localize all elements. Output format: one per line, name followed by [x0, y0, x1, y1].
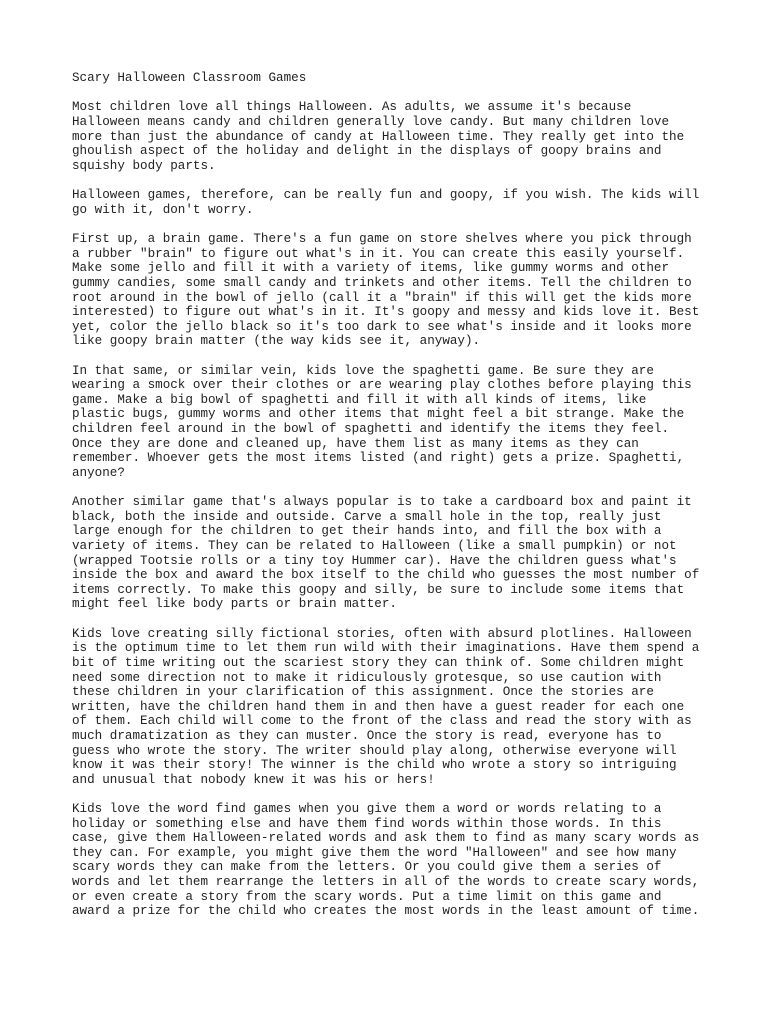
text-line: Once they are done and cleaned up, have them list as many items as they can [72, 436, 639, 451]
text-line: much dramatization as they can muster. Once the story is read, everyone has to [72, 728, 662, 743]
text-line: Another similar game that's always popular is to take a cardboard box and paint it [72, 495, 692, 510]
text-line: and unusual that nobody knew it was his or hers! [72, 772, 435, 787]
text-line: In that same, or similar vein, kids love the spaghetti game. Be sure they are [72, 363, 654, 378]
paragraph [72, 100, 702, 173]
text-line: remember. Whoever gets the most items listed (and right) gets a prize. Spaghetti, [72, 451, 685, 466]
text-line: or even create a story from the scary words. Put a time limit on this game and [72, 889, 662, 904]
text-line: of them. Each child will come to the front of the class and read the story with as [72, 714, 692, 729]
text-line: written, have the children hand them in and then have a guest reader for each one [72, 699, 685, 714]
text-line: these children in your clarification of this assignment. Once the stories are [72, 685, 654, 700]
paragraph [72, 802, 702, 919]
text-line: variety of items. They can be related to Halloween (like a small pumpkin) or not [72, 539, 677, 554]
text-line: more than just the abundance of candy at Halloween time. They really get into the [72, 129, 685, 144]
text-line: gummy candies, some small candy and trinkets and other items. Tell the children to [72, 275, 692, 290]
paragraph [72, 495, 702, 612]
text-line: need some direction not to make it ridiculously grotesque, so use caution with [72, 670, 662, 685]
document-title: Scary Halloween Classroom Games [72, 71, 307, 85]
text-line: a rubber "brain" to figure out what's in it. You can create this easily yourself. [72, 246, 685, 261]
text-line: scary words they can make from the letters. Or you could give them a series of [72, 860, 662, 875]
text-line: game. Make a big bowl of spaghetti and fill it with all kinds of items, like [72, 392, 647, 407]
text-line: go with it, don't worry. [72, 202, 254, 217]
text-line: might feel like body parts or brain matter. [72, 597, 397, 612]
text-line: words and let them rearrange the letters in all of the words to create scary words, [72, 875, 700, 890]
text-line: large enough for the children to get their hands into, and fill the box with a [72, 524, 662, 539]
text-line: squishy body parts. [72, 158, 216, 173]
text-line: items correctly. To make this goopy and silly, be sure to include some items that [72, 582, 685, 597]
text-line: know it was their story! The winner is the child who wrote a story so intriguing [72, 758, 677, 773]
text-line: Most children love all things Halloween. As adults, we assume it's because [72, 100, 632, 115]
text-line: bit of time writing out the scariest story they can think of. Some children might [72, 655, 685, 670]
text-line: is the optimum time to let them run wild with their imaginations. Have them spend a [72, 641, 700, 656]
text-line: ghoulish aspect of the holiday and delight in the displays of goopy brains and [72, 144, 662, 159]
text-line: Make some jello and fill it with a variety of items, like gummy worms and other [72, 261, 670, 276]
text-line: root around in the bowl of jello (call it a "brain" if this will get the kids more [72, 290, 692, 305]
text-line: plastic bugs, gummy worms and other items that might feel a bit strange. Make the [72, 407, 685, 422]
document-page [72, 71, 702, 934]
text-line: Kids love creating silly fictional stories, often with absurd plotlines. Halloween [72, 626, 692, 641]
text-line: Kids love the word find games when you give them a word or words relating to a [72, 802, 662, 817]
paragraph [72, 364, 702, 481]
text-line: they can. For example, you might give them the word "Halloween" and see how many [72, 845, 677, 860]
text-line: Halloween games, therefore, can be really fun and goopy, if you wish. The kids will [72, 188, 700, 203]
text-line: anyone? [72, 465, 125, 480]
paragraph [72, 232, 702, 349]
paragraph [72, 188, 702, 217]
text-line: children feel around in the bowl of spaghetti and identify the items they feel. [72, 422, 670, 437]
text-line: black, both the inside and outside. Carve a small hole in the top, really just [72, 509, 662, 524]
text-line: Halloween means candy and children generally love candy. But many children love [72, 114, 670, 129]
text-line: holiday or something else and have them find words within those words. In this [72, 816, 662, 831]
text-line: yet, color the jello black so it's too dark to see what's inside and it looks more [72, 319, 692, 334]
text-line: interested) to figure out what's in it. It's goopy and messy and kids love it. Best [72, 305, 700, 320]
text-line: inside the box and award the box itself to the child who guesses the most number of [72, 568, 700, 583]
paragraph [72, 627, 702, 788]
text-line: case, give them Halloween-related words and ask them to find as many scary words as [72, 831, 700, 846]
text-line: (wrapped Tootsie rolls or a tiny toy Hummer car). Have the children guess what's [72, 553, 677, 568]
text-line: First up, a brain game. There's a fun game on store shelves where you pick through [72, 232, 692, 247]
text-line: guess who wrote the story. The writer should play along, otherwise everyone will [72, 743, 677, 758]
text-line: wearing a smock over their clothes or are wearing play clothes before playing this [72, 378, 692, 393]
text-line: award a prize for the child who creates the most words in the least amount of time. [72, 904, 700, 919]
document-body [72, 100, 702, 918]
text-line: like goopy brain matter (the way kids see it, anyway). [72, 334, 481, 349]
